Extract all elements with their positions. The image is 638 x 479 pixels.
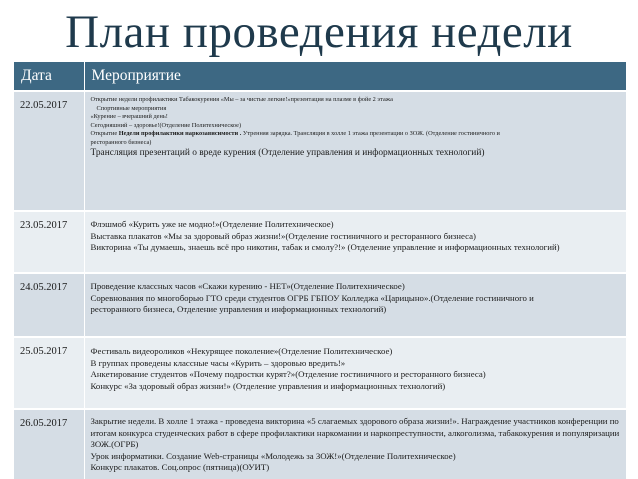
table-header-row [14,62,626,91]
event-plan-table [14,62,626,479]
event-cell [84,91,626,211]
event-line: Открытие недели профилактики Табакокурения «Мы – за чистые легкие!»презентация на плазме в фойе 2 этажа [90,96,393,103]
event-cell [84,211,626,273]
date-cell [14,211,84,273]
event-line: Викторина «Ты думаешь, знаешь всё про никотин, табак и смолу?!» (Отделение управление и информационных технологий) [90,242,560,252]
date-cell [14,337,84,409]
date-text: 26.05.2017 [20,418,68,429]
date-cell [14,91,84,211]
table-row [14,211,626,273]
event-line: ресторанного бизнеса, Отделение управления и информационных технологий) [90,304,387,314]
event-line: «Курение – вчерашний день! [90,113,168,120]
table-row [14,273,626,337]
event-line: ресторанного бизнеса) [90,138,152,146]
table-row [14,91,626,211]
header-date: Дата [14,62,84,91]
event-line-bold: Недели профилактики наркозависимости . [118,130,242,137]
table-row [14,337,626,409]
event-line: Анкетирование студентов «Почему подростки курят?»(Отделение гостиничного и ресторанного бизнеса) [90,369,486,379]
event-line: Выставка плакатов «Мы за здоровый образ жизни!»(Отделение гостиничного и ресторанного бизнеса) [90,230,476,241]
event-line: Закрытие недели. В холле 1 этажа - проведена викторина «5 слагаемых здорового образа жизни!». Награждение участников конференции по итогам конкурса студенческих работ в сфере профилактики наркомании и наркопреступности, алкоголизма, табакокурения и популяризации ЗОЖ.(ОГРБ) [90,416,620,449]
event-line: Урок информатики. Создание Web-страницы «Молодежь за ЗОЖ!»(Отделение Политехническое) [90,450,456,461]
event-line: Сегодняшний – здоровье!(Отделение Политехническое) [90,121,242,129]
date-text: 22.05.2017 [20,100,68,111]
page-title: План проведения недели [65,6,573,58]
event-line: Трансляция презентаций о вреде курения (Отделение управления и информационных технологий) [90,148,485,158]
date-text: 23.05.2017 [20,220,68,231]
event-line: В группах проведены классные часы «Курить – здоровью вредить!» [90,357,346,368]
event-line [91,130,623,139]
event-line: Спортивные мероприятия [96,104,167,112]
event-cell [84,273,626,337]
date-cell [14,409,84,479]
date-text: 25.05.2017 [20,346,68,357]
event-line: Конкурс плакатов. Соц.опрос (пятница)(ОУИТ) [90,462,270,472]
event-cell [84,337,626,409]
table-row [14,409,626,479]
event-line-part: Утренняя зарядка. Трансляция в холле 1 этажа презентации о ЗОЖ. (Отделение гостиничного и [242,130,500,137]
event-line: Конкурс «За здоровый образ жизни!» (Отделение управления и информационных технологий) [90,380,446,391]
event-line: Фестиваль видеороликов «Некурящее поколение»(Отделение Политехническое) [90,346,393,356]
event-line-part: Открытие [90,130,118,137]
date-cell [14,273,84,337]
event-cell [84,409,626,479]
header-event: Мероприятие [84,62,626,91]
event-line: Флэшмоб «Курить уже не модно!»(Отделение Политехническое) [90,219,334,229]
event-line: Проведение классных часов «Скажи курению - НЕТ»(Отделение Политехническое) [90,281,405,291]
event-line: Соревнования по многоборью ГТО среди студентов ОГРБ ГБПОУ Колледжа «Царицыно».(Отделение гостиничного и [90,292,534,303]
date-text: 24.05.2017 [20,282,68,293]
